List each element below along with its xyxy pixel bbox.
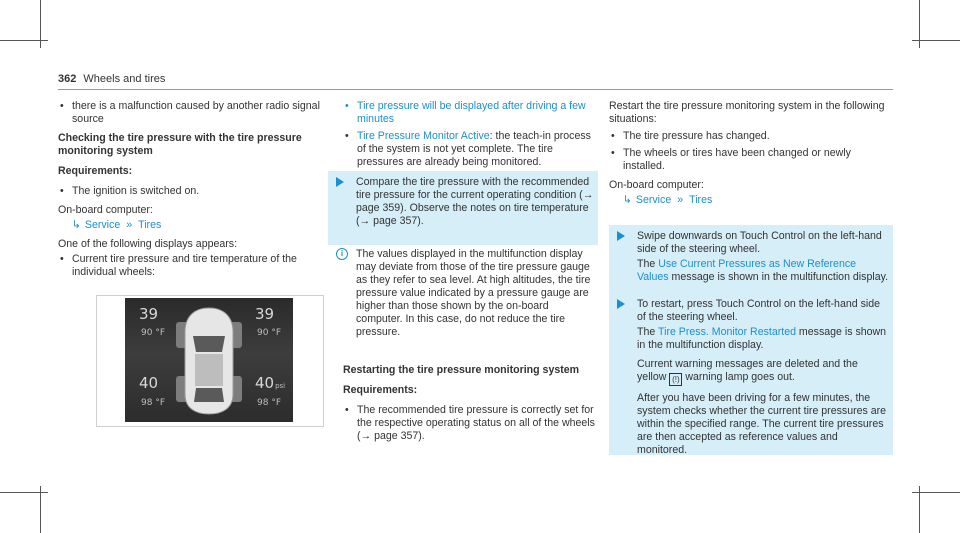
tire-temp-front-right: 90 °F [257, 328, 281, 338]
tire-temp-rear-right: 98 °F [257, 398, 281, 408]
menu-tires[interactable]: Tires [138, 219, 162, 231]
info-note [328, 248, 594, 339]
step-triangle-icon [617, 299, 625, 309]
list-item: • Current tire pressure and tire temperature of the individual wheels: [58, 253, 326, 279]
double-chevron-icon: » [126, 219, 133, 231]
menu-path [72, 219, 326, 232]
tire-pressure-rear-left: 40 [139, 374, 159, 392]
status-message-text: : the teach-in process of the system is not yet complete. The tire pressures are already being monitored. [357, 130, 591, 168]
crop-mark [912, 492, 960, 493]
menu-service[interactable]: Service [635, 194, 672, 206]
step-result [637, 358, 889, 386]
tire-pressure-warning-icon: (!) [669, 373, 682, 386]
step-result [637, 258, 889, 284]
header-rule [58, 89, 893, 90]
step-triangle-icon [617, 231, 625, 241]
step-swipe [609, 230, 889, 284]
result-prefix: The [637, 326, 659, 338]
menu-path [623, 194, 891, 207]
onboard-label: On-board computer: [58, 204, 153, 216]
crop-mark [912, 40, 960, 41]
middle-column [343, 100, 598, 173]
requirements-label: Requirements: [343, 384, 418, 396]
result-suffix: message is shown in the multifunction display. [668, 271, 889, 283]
step-text: To restart, press Touch Control on the left-hand side of the steering wheel. [637, 298, 881, 323]
section-heading: Checking the tire pressure with the tire pressure monitoring system [58, 132, 302, 157]
pressure-unit: psi [275, 382, 286, 390]
tire-temp-front-left: 90 °F [141, 328, 165, 338]
double-chevron-icon: » [677, 194, 684, 206]
intro-text: Restart the tire pressure monitoring system in the following situations: [609, 100, 885, 125]
tire-display-panel [125, 298, 293, 422]
menu-tires[interactable]: Tires [689, 194, 713, 206]
list-item: • The tire pressure has changed. [609, 130, 891, 143]
display-message-link: Use Current Pressures as New Reference Values [637, 258, 857, 283]
left-column [58, 100, 326, 283]
info-text: The values displayed in the multifunction display may deviate from those of the tire pressure gauge as they refer to sea level. At high altitudes, the tire pressure value indicated by a pressure gauge are higher than those shown by the on-board computer. In this case, do not reduce the tire pressure. [356, 248, 591, 338]
step-result: After you have been driving for a few minutes, the system checks whether the current tire pressures are within the specified range. The current tire pressures are then accepted as reference values and monitored. [637, 392, 887, 456]
right-column [609, 100, 891, 213]
info-icon: i [336, 248, 348, 260]
tire-pressure-front-left: 39 [139, 305, 159, 323]
list-item: • there is a malfunction caused by another radio signal source [58, 100, 326, 126]
section-title: Wheels and tires [83, 73, 166, 85]
tire-temp-rear-left: 98 °F [141, 398, 165, 408]
tire-pressure-front-right: 39 [255, 305, 275, 323]
step-text: Swipe downwards on Touch Control on the left-hand side of the steering wheel. [637, 230, 882, 255]
list-item-link: • Tire pressure will be displayed after driving a few minutes [343, 100, 598, 126]
step-result [637, 326, 889, 352]
result-suffix: message is shown in the multifunction display. [637, 326, 887, 351]
list-item: • The recommended tire pressure is correctly set for the respective operating status on all of the wheels (→ page 357). [343, 404, 598, 443]
display-message-link: Tire Press. Monitor Restarted [658, 326, 796, 338]
step-compare [328, 176, 594, 228]
tire-pressure-figure [96, 295, 324, 427]
crop-mark [0, 492, 48, 493]
displays-text: One of the following displays appears: [58, 238, 238, 250]
result-prefix: Current warning messages are deleted and the yellow [637, 358, 858, 383]
onboard-label: On-board computer: [609, 179, 704, 191]
return-arrow-icon: ↳ [72, 219, 81, 231]
list-item [343, 130, 598, 169]
status-message-link: Tire Pressure Monitor Active [357, 130, 490, 142]
list-item: • The wheels or tires have been changed or newly installed. [609, 147, 891, 173]
crop-mark [919, 486, 920, 533]
menu-service[interactable]: Service [84, 219, 121, 231]
tire-pressure-rear-right-group [255, 374, 285, 392]
crop-mark [0, 40, 48, 41]
requirements-label: Requirements: [58, 165, 133, 177]
crop-mark [40, 486, 41, 533]
step-text: Compare the tire pressure with the recommended tire pressure for the current operating condition (→ page 359). Observe the notes on tire temperature (→ page 357). [356, 176, 594, 227]
result-suffix: warning lamp goes out. [682, 371, 795, 383]
page-header [58, 73, 165, 85]
section-heading: Restarting the tire pressure monitoring system [343, 364, 580, 376]
restart-section [343, 364, 598, 447]
step-restart [609, 298, 889, 457]
return-arrow-icon: ↳ [623, 194, 632, 206]
list-item: • The ignition is switched on. [58, 185, 326, 198]
page-number: 362 [58, 73, 77, 85]
result-prefix: The [637, 258, 659, 270]
tire-pressure-rear-right: 40 [255, 374, 275, 392]
step-triangle-icon [336, 177, 344, 187]
